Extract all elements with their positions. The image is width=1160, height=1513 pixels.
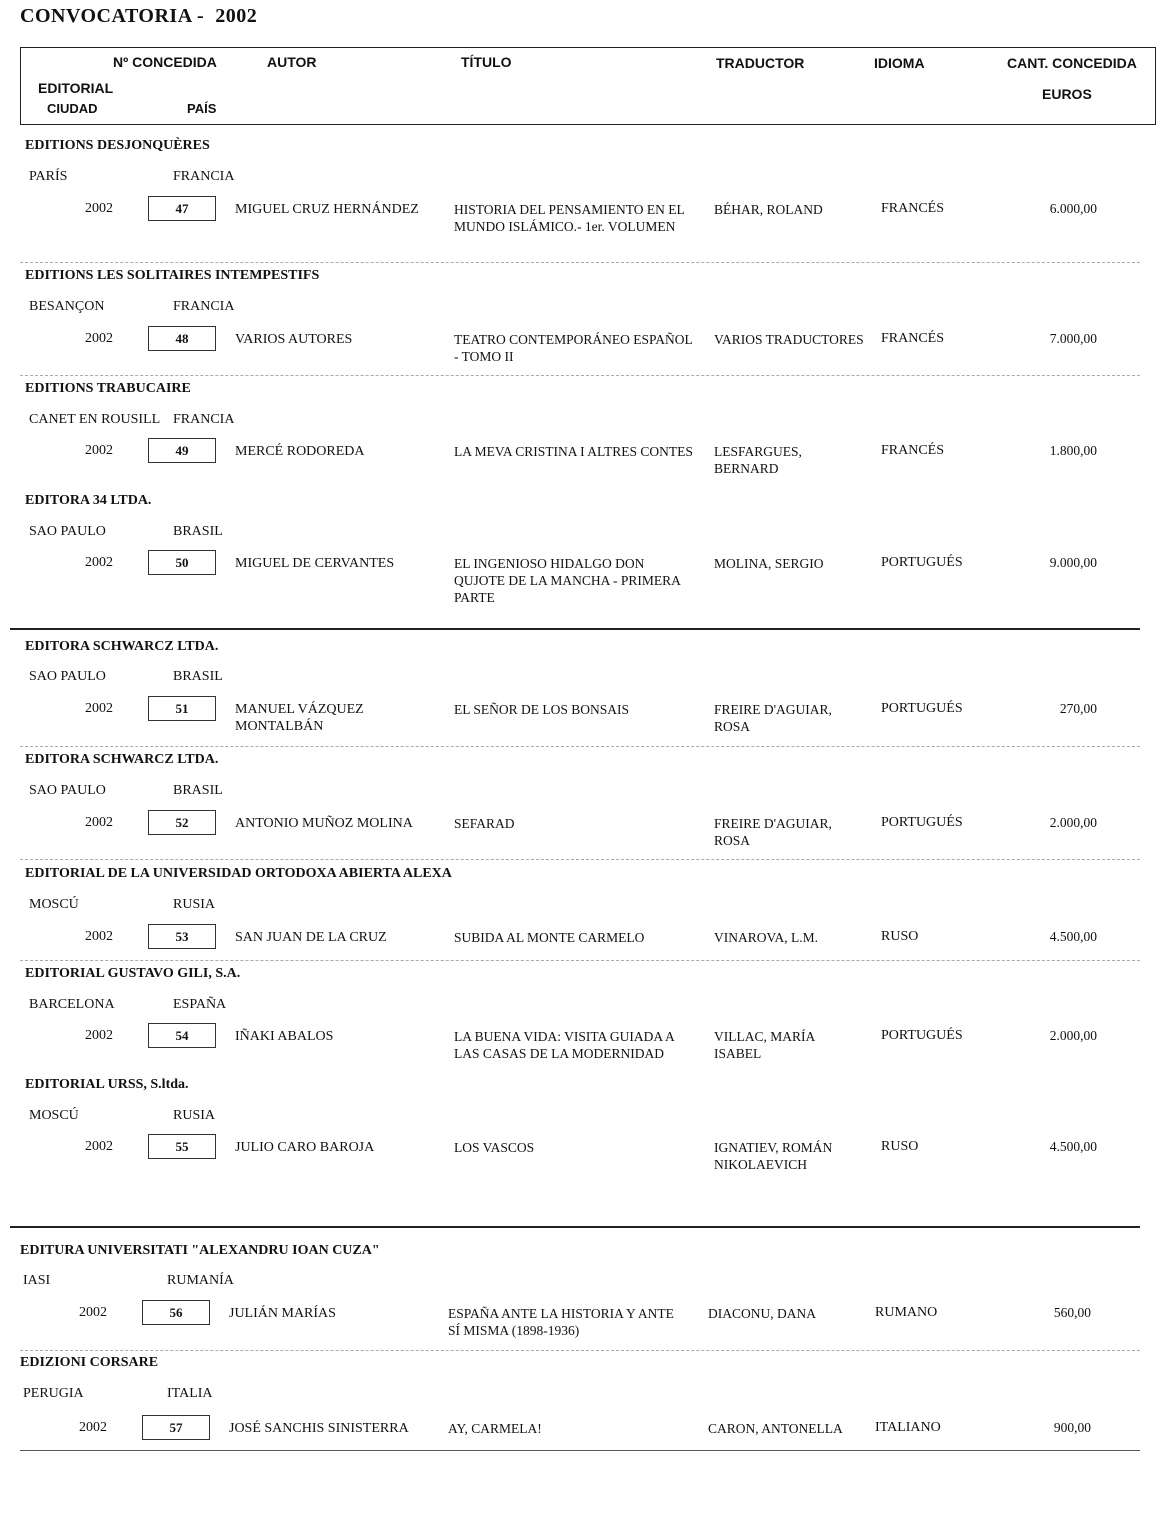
publisher-city: PARÍS — [29, 169, 68, 184]
grant-language: FRANCÉS — [881, 201, 945, 216]
grant-title: SEFARAD — [454, 816, 515, 831]
publisher-name: EDITORA SCHWARCZ LTDA. — [25, 752, 219, 767]
grant-amount: 2.000,00 — [1049, 1028, 1097, 1043]
header-pais: PAÍS — [187, 101, 217, 116]
publisher-country: RUSIA — [173, 1108, 216, 1123]
publisher-name: EDITORIAL DE LA UNIVERSIDAD ORTODOXA ABIERTA ALEXA — [25, 866, 452, 881]
publisher-city: BESANÇON — [29, 299, 105, 314]
grant-translator: FREIRE D'AGUIAR, ROSA — [714, 702, 832, 734]
grant-title: LOS VASCOS — [454, 1140, 535, 1155]
grant-language: ITALIANO — [875, 1420, 941, 1435]
grant-author: VARIOS AUTORES — [235, 332, 353, 347]
grant-translator: VILLAC, MARÍA ISABEL — [714, 1029, 815, 1061]
publisher-city: MOSCÚ — [29, 1108, 79, 1123]
grant-translator: DIACONU, DANA — [708, 1306, 816, 1321]
grant-translator: MOLINA, SERGIO — [714, 556, 824, 571]
grant-row — [0, 555, 1160, 615]
grant-translator: LESFARGUES, BERNARD — [714, 444, 802, 476]
grant-amount: 7.000,00 — [1049, 331, 1097, 346]
publisher-city: CANET EN ROUSILL — [29, 412, 161, 427]
page-title: CONVOCATORIA - 2002 — [20, 5, 258, 27]
grant-amount: 560,00 — [1053, 1305, 1091, 1320]
row-divider — [20, 262, 1140, 263]
grant-title: LA MEVA CRISTINA I ALTRES CONTES — [454, 444, 693, 459]
grant-row — [0, 201, 1160, 261]
grant-author: ANTONIO MUÑOZ MOLINA — [235, 816, 413, 831]
grant-year: 2002 — [85, 1028, 113, 1043]
publisher-name: EDITORA SCHWARCZ LTDA. — [25, 639, 219, 654]
header-titulo: TÍTULO — [461, 54, 512, 70]
grant-amount: 4.500,00 — [1049, 1139, 1097, 1154]
grant-language: FRANCÉS — [881, 443, 945, 458]
grant-number: 51 — [148, 696, 216, 721]
publisher-name: EDITORA 34 LTDA. — [25, 493, 152, 508]
publisher-city: PERUGIA — [23, 1386, 84, 1401]
publisher-country: BRASIL — [173, 669, 223, 684]
header-idioma: IDIOMA — [874, 55, 925, 71]
grant-language: PORTUGUÉS — [881, 701, 963, 716]
grant-author: JULIÁN MARÍAS — [229, 1306, 336, 1321]
publisher-city: MOSCÚ — [29, 897, 79, 912]
grant-title: HISTORIA DEL PENSAMIENTO EN EL MUNDO ISLÁMICO.- 1er. VOLUMEN — [454, 202, 685, 234]
grant-translator: CARON, ANTONELLA — [708, 1421, 843, 1436]
grant-amount: 270,00 — [1059, 701, 1097, 716]
grant-row — [0, 1139, 1160, 1199]
grant-title: AY, CARMELA! — [448, 1421, 542, 1436]
row-divider — [20, 859, 1140, 860]
publisher-name: EDIZIONI CORSARE — [20, 1355, 159, 1370]
grant-language: RUMANO — [875, 1305, 938, 1320]
grant-year: 2002 — [85, 201, 113, 216]
publisher-city: SAO PAULO — [29, 524, 106, 539]
grant-title: EL SEÑOR DE LOS BONSAIS — [454, 702, 630, 717]
publisher-name: EDITIONS TRABUCAIRE — [25, 381, 191, 396]
header-euros: EUROS — [1042, 86, 1092, 102]
grant-language: PORTUGUÉS — [881, 555, 963, 570]
publisher-country: BRASIL — [173, 783, 223, 798]
grant-amount: 2.000,00 — [1049, 815, 1097, 830]
grant-author: IÑAKI ABALOS — [235, 1029, 334, 1044]
grant-year: 2002 — [85, 555, 113, 570]
grant-number: 53 — [148, 924, 216, 949]
row-divider — [20, 746, 1140, 747]
publisher-name: EDITORIAL GUSTAVO GILI, S.A. — [25, 966, 241, 981]
grant-year: 2002 — [85, 701, 113, 716]
grant-year: 2002 — [85, 929, 113, 944]
grant-author: MIGUEL DE CERVANTES — [235, 556, 395, 571]
grant-translator: VINAROVA, L.M. — [714, 930, 819, 945]
grant-title: ESPAÑA ANTE LA HISTORIA Y ANTE SÍ MISMA (1898-1936) — [448, 1306, 674, 1338]
grant-number: 49 — [148, 438, 216, 463]
header-traductor: TRADUCTOR — [716, 55, 805, 71]
row-divider — [20, 1350, 1140, 1351]
publisher-name: EDITIONS DESJONQUÈRES — [25, 138, 210, 153]
header-ciudad: CIUDAD — [47, 101, 98, 116]
grant-amount: 9.000,00 — [1049, 555, 1097, 570]
publisher-country: ESPAÑA — [173, 997, 227, 1012]
grant-amount: 4.500,00 — [1049, 929, 1097, 944]
publisher-country: FRANCIA — [173, 412, 235, 427]
grant-year: 2002 — [79, 1305, 107, 1320]
grant-number: 56 — [142, 1300, 210, 1325]
grant-amount: 6.000,00 — [1049, 201, 1097, 216]
page-break-line — [10, 1226, 1140, 1228]
row-divider — [20, 375, 1140, 376]
grant-year: 2002 — [79, 1420, 107, 1435]
header-editorial: EDITORIAL — [38, 80, 114, 96]
publisher-name: EDITORIAL URSS, S.ltda. — [25, 1077, 189, 1092]
header-autor: AUTOR — [267, 54, 317, 70]
grant-author: JULIO CARO BAROJA — [235, 1140, 375, 1155]
grant-language: PORTUGUÉS — [881, 1028, 963, 1043]
grant-language: FRANCÉS — [881, 331, 945, 346]
row-divider — [20, 960, 1140, 961]
publisher-country: ITALIA — [167, 1386, 213, 1401]
grant-language: PORTUGUÉS — [881, 815, 963, 830]
header-concedida: Nº CONCEDIDA — [113, 54, 217, 70]
grant-language: RUSO — [881, 929, 919, 944]
grant-year: 2002 — [85, 443, 113, 458]
publisher-country: RUSIA — [173, 897, 216, 912]
grant-number: 50 — [148, 550, 216, 575]
grant-amount: 900,00 — [1053, 1420, 1091, 1435]
grant-translator: IGNATIEV, ROMÁN NIKOLAEVICH — [714, 1140, 833, 1172]
grant-row — [0, 443, 1160, 503]
grant-title: TEATRO CONTEMPORÁNEO ESPAÑOL - TOMO II — [454, 332, 693, 364]
page-break-line — [10, 628, 1140, 630]
publisher-name: EDITIONS LES SOLITAIRES INTEMPESTIFS — [25, 268, 320, 283]
grant-author: MANUEL VÁZQUEZ MONTALBÁN — [235, 702, 364, 734]
grant-author: MIGUEL CRUZ HERNÁNDEZ — [235, 202, 419, 217]
publisher-city: IASI — [23, 1273, 51, 1288]
grant-number: 47 — [148, 196, 216, 221]
grant-author: MERCÉ RODOREDA — [235, 444, 365, 459]
publisher-city: SAO PAULO — [29, 783, 106, 798]
grant-row — [0, 1305, 1154, 1365]
grant-author: SAN JUAN DE LA CRUZ — [235, 930, 387, 945]
grant-number: 55 — [148, 1134, 216, 1159]
grant-translator: FREIRE D'AGUIAR, ROSA — [714, 816, 832, 848]
grant-year: 2002 — [85, 815, 113, 830]
grant-translator: VARIOS TRADUCTORES — [714, 332, 864, 347]
grant-amount: 1.800,00 — [1049, 443, 1097, 458]
grant-title: EL INGENIOSO HIDALGO DON QUJOTE DE LA MANCHA - PRIMERA PARTE — [454, 556, 681, 605]
grant-year: 2002 — [85, 331, 113, 346]
row-divider — [20, 1450, 1140, 1451]
grant-number: 54 — [148, 1023, 216, 1048]
header-cantidad: CANT. CONCEDIDA — [1007, 55, 1137, 71]
grant-title: LA BUENA VIDA: VISITA GUIADA A LAS CASAS DE LA MODERNIDAD — [454, 1029, 675, 1061]
publisher-country: RUMANÍA — [167, 1273, 234, 1288]
grant-year: 2002 — [85, 1139, 113, 1154]
publisher-country: BRASIL — [173, 524, 223, 539]
grant-language: RUSO — [881, 1139, 919, 1154]
grant-author: JOSÉ SANCHIS SINISTERRA — [229, 1421, 409, 1436]
grant-title: SUBIDA AL MONTE CARMELO — [454, 930, 645, 945]
grant-number: 52 — [148, 810, 216, 835]
grant-number: 57 — [142, 1415, 210, 1440]
publisher-city: BARCELONA — [29, 997, 115, 1012]
publisher-city: SAO PAULO — [29, 669, 106, 684]
publisher-name: EDITURA UNIVERSITATI "ALEXANDRU IOAN CUZA" — [20, 1243, 380, 1258]
grant-translator: BÉHAR, ROLAND — [714, 202, 823, 217]
publisher-country: FRANCIA — [173, 169, 235, 184]
publisher-country: FRANCIA — [173, 299, 235, 314]
grant-number: 48 — [148, 326, 216, 351]
